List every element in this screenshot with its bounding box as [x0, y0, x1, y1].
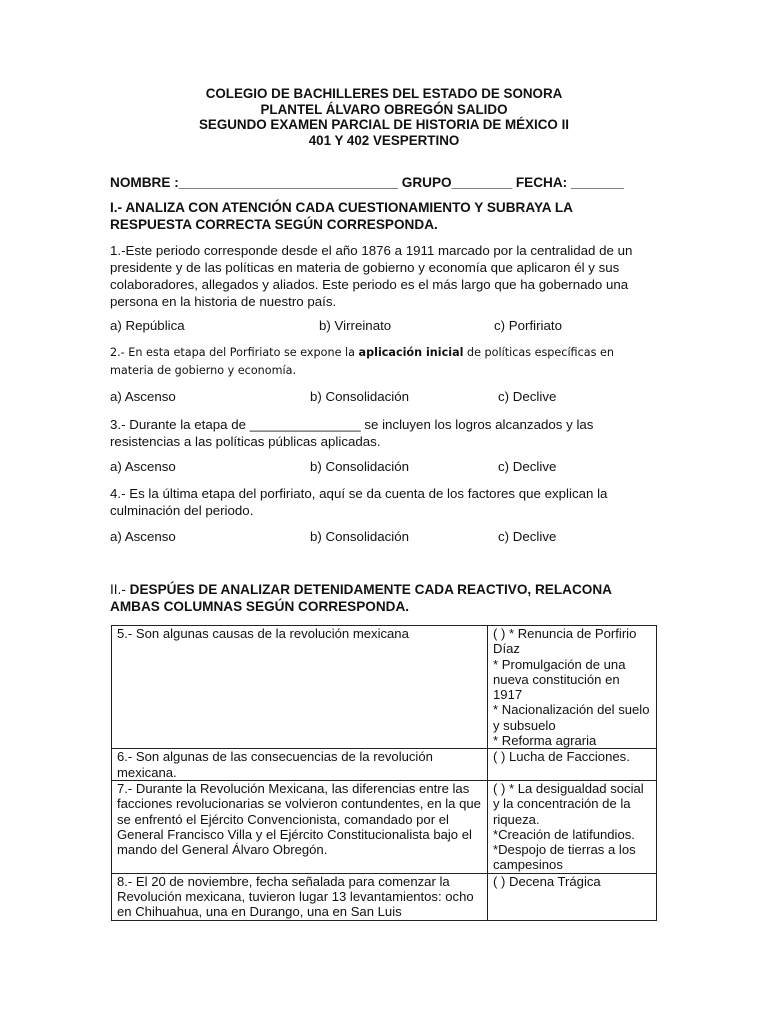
section-2-lead: II.-: [110, 582, 130, 597]
question-2-bold: aplicación inicial: [358, 346, 464, 359]
answer-line[interactable]: ( ) * Renuncia de Porfirio Díaz: [493, 626, 637, 657]
option-c[interactable]: c) Declive: [498, 389, 557, 404]
question-3: 3.- Durante la etapa de _______________ se incluyen los logros alcanzados y las resistencias a las políticas públicas aplicadas.: [110, 417, 594, 449]
option-a[interactable]: a) Ascenso: [110, 459, 176, 474]
option-b[interactable]: b) Consolidación: [310, 389, 410, 404]
table-row: [112, 626, 657, 749]
question-1: 1.-Este periodo corresponde desde el año 1876 a 1911 marcado por la centralidad de un presidente y de las políticas en materia de gobierno y economía que aplicaron él y sus colaboradores, allegados y aliados. Este periodo es el más largo que ha gobernado una persona en la historia de nuestro país.: [110, 243, 633, 309]
option-a[interactable]: a) Ascenso: [110, 529, 176, 544]
option-b[interactable]: b) Consolidación: [310, 529, 410, 544]
question-2: [110, 344, 655, 380]
table-row: [112, 749, 657, 781]
answer-line[interactable]: ( ) Decena Trágica: [493, 873, 601, 889]
prompt-cell: 7.- Durante la Revolución Mexicana, las diferencias entre las facciones revolucionarias se volvieron contundentes, en la que se enfrentó el Ejército Convencionista, comandado por el General Francisco Villa y el Ejército Constitucionalista bajo el mando del General Álvaro Obregón.: [112, 780, 488, 873]
prompt-cell: 6.- Son algunas de las consecuencias de la revolución mexicana.: [112, 749, 488, 781]
prompt-cell: 5.- Son algunas causas de la revolución mexicana: [112, 626, 488, 749]
exam-title: SEGUNDO EXAMEN PARCIAL DE HISTORIA DE MÉXICO II: [198, 117, 570, 133]
group-shift: 401 Y 402 VESPERTINO: [308, 132, 460, 148]
option-a[interactable]: a) República: [110, 318, 185, 333]
table-row: [112, 873, 657, 920]
question-4: 4.- Es la última etapa del porfiriato, aquí se da cuenta de los factores que explican la culminación del periodo.: [110, 486, 608, 518]
option-c[interactable]: c) Declive: [498, 529, 557, 544]
table-row: [112, 780, 657, 873]
option-b[interactable]: b) Consolidación: [310, 459, 410, 474]
question-3-options: [110, 459, 670, 476]
answer-line[interactable]: ( ) Lucha de Facciones.: [493, 749, 630, 765]
answer-cell: [488, 873, 657, 920]
prompt-cell: 8.- El 20 de noviembre, fecha señalada para comenzar la Revolución mexicana, tuvieron lugar 13 levantamientos: ocho en Chihuahua, una en Durango, una en San Luis: [112, 873, 488, 920]
answer-line: *Creación de latifundios.: [493, 826, 635, 842]
student-info-line[interactable]: NOMBRE :_____________________________ GRUPO________ FECHA: _______: [110, 175, 624, 190]
question-4-options: [110, 529, 670, 546]
exam-header: [0, 86, 768, 148]
answer-line: *Despojo de tierras a los campesinos: [493, 842, 636, 873]
option-c[interactable]: c) Porfiriato: [494, 318, 562, 333]
answer-cell: [488, 780, 657, 873]
matching-table: [111, 625, 657, 921]
school-name: COLEGIO DE BACHILLERES DEL ESTADO DE SONORA: [205, 86, 563, 101]
option-b[interactable]: b) Virreinato: [319, 318, 392, 333]
section-1-title: I.- ANALIZA CON ATENCIÓN CADA CUESTIONAMIENTO Y SUBRAYA LA RESPUESTA CORRECTA SEGÚN CORRESPONDA.: [110, 200, 573, 232]
answer-line: * Reforma agraria: [493, 733, 597, 749]
question-2-text-after: de políticas específicas en materia de gobierno y economía.: [110, 346, 614, 377]
option-a[interactable]: a) Ascenso: [110, 389, 176, 404]
section-2-text: DESPÚES DE ANALIZAR DETENIDAMENTE CADA REACTIVO, RELACONA AMBAS COLUMNAS SEGÚN CORRESPONDA.: [110, 582, 612, 614]
answer-cell: [488, 626, 657, 749]
question-2-options: [110, 389, 670, 406]
campus-name: PLANTEL ÁLVARO OBREGÓN SALIDO: [260, 101, 508, 117]
answer-line[interactable]: ( ) * La desigualdad social y la concentración de la riqueza.: [493, 780, 644, 827]
option-c[interactable]: c) Declive: [498, 459, 557, 474]
answer-line: * Promulgación de una nueva constitución en 1917: [493, 656, 626, 703]
section-2-title: [110, 581, 655, 615]
answer-cell: [488, 749, 657, 781]
question-2-text-before: 2.- En esta etapa del Porfiriato se expone la: [110, 346, 359, 359]
question-1-options: [110, 318, 670, 335]
answer-line: * Nacionalización del suelo y subsuelo: [493, 702, 650, 733]
